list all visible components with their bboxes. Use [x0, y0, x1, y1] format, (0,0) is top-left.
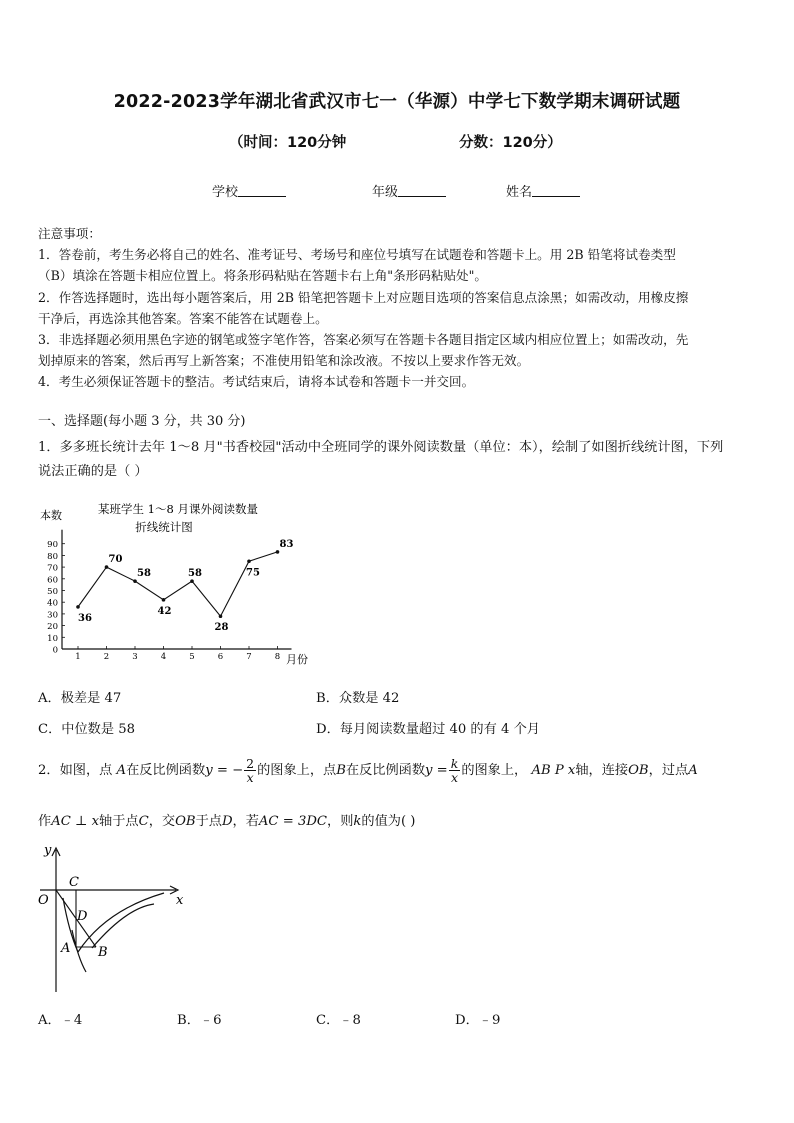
chart-ylabel: 本数 [40, 509, 62, 522]
q2-option-d[interactable]: D．﹣9 [455, 1013, 501, 1028]
q2-option-a[interactable]: A．﹣4 [38, 1013, 83, 1028]
q2-option-b[interactable]: B．﹣6 [177, 1013, 222, 1028]
notes-line: 4．考生必须保证答题卡的整洁。考试结束后，请将本试卷和答题卡一并交回。 [38, 374, 475, 390]
chart-data-label: 58 [188, 568, 202, 580]
q2-text: 在反比例函数 [126, 763, 206, 778]
grade-blank[interactable] [398, 185, 446, 197]
chart-x-tick-label: 5 [189, 652, 195, 662]
q2-math: B [336, 763, 346, 778]
notes-line: 干净后，再选涂其他答案。答案不能答在试题卷上。 [38, 310, 328, 326]
question-1-text [38, 436, 760, 484]
name-blank[interactable] [532, 185, 580, 197]
notes-line: （B）填涂在答题卡相应位置上。将条形码粘贴在答题卡右上角"条形码粘贴处"。 [38, 268, 488, 284]
chart-x-tick-label: 2 [103, 652, 110, 662]
q1-option-a[interactable]: A．极差是 47 [38, 691, 122, 706]
fraction-numerator: k [450, 756, 459, 771]
grade-field [372, 181, 446, 200]
chart-y-tick-label: 40 [47, 598, 58, 609]
q2-math: D [221, 814, 233, 829]
chart-point [219, 614, 223, 618]
q2-math: A [116, 763, 127, 778]
q2-math: AC = 3DC [258, 814, 328, 829]
q2-text: 作 [38, 814, 52, 829]
notes-line: 划掉原来的答案，然后再写上新答案；不准使用铅笔和涂改液。不按以上要求作答无效。 [38, 353, 530, 369]
label-c: C [69, 875, 79, 890]
chart-point [190, 579, 194, 583]
chart-point [133, 579, 137, 583]
school-blank[interactable] [238, 185, 286, 197]
question-2-line2 [38, 810, 768, 829]
chart-y-tick-label: 0 [52, 645, 58, 656]
q2-text: 2．如图，点 [38, 763, 117, 778]
label-o: O [38, 893, 49, 908]
q1-option-b[interactable]: B．众数是 42 [316, 691, 400, 706]
chart-x-tick-label: 1 [75, 652, 81, 662]
q2-math: y = − [205, 763, 244, 778]
q2-math: k [353, 814, 362, 829]
reading-line-chart [36, 500, 316, 672]
q2-text: 于点 [195, 814, 222, 829]
chart-title-line2: 折线统计图 [135, 520, 193, 534]
q2-text: 的值为( ) [361, 814, 416, 829]
chart-point [247, 559, 251, 563]
chart-y-tick-label: 10 [47, 633, 58, 644]
q2-text: 的图象上， [461, 763, 528, 778]
chart-xlabel: 月份 [286, 653, 308, 666]
chart-x-tick-label: 7 [246, 652, 252, 662]
chart-x-tick-label: 6 [217, 652, 224, 662]
q2-text: 在反比例函数 [345, 763, 426, 778]
fraction-numerator: 2 [246, 756, 255, 771]
question-2-line1 [38, 757, 768, 784]
q1-option-d[interactable]: D．每月阅读数量超过 40 的有 4 个月 [316, 722, 540, 737]
q2-math: OB [628, 763, 649, 778]
q2-text: 轴，连接 [575, 763, 629, 778]
chart-y-tick-label: 90 [47, 540, 58, 551]
chart-data-label: 75 [246, 567, 260, 579]
chart-x-tick-label: 3 [132, 652, 138, 662]
fraction-denominator: x [246, 770, 254, 785]
chart-point [162, 598, 166, 602]
q2-fraction-1 [244, 757, 256, 784]
q2-math: AB P x [531, 763, 576, 778]
q2-math: OB [175, 814, 196, 829]
chart-point [76, 605, 80, 609]
label-y: y [44, 843, 52, 858]
q2-math: y = [425, 763, 448, 778]
chart-data-label: 42 [157, 605, 172, 617]
notes-line: 1．答卷前，考生务必将自己的姓名、准考证号、考场号和座位号填写在试题卷和答题卡上。用 2B 铅笔将试卷类型 [38, 247, 676, 263]
school-label: 学校 [212, 185, 239, 200]
chart-y-tick-label: 20 [47, 622, 58, 633]
chart-point [276, 550, 280, 554]
q1-option-c[interactable]: C．中位数是 58 [38, 722, 135, 737]
chart-y-tick-label: 70 [47, 563, 58, 574]
exam-title: 2022-2023学年湖北省武汉市七一（华源）中学七下数学期末调研试题 [113, 92, 681, 112]
chart-title-line1: 某班学生 1～8 月课外阅读数量 [98, 502, 258, 516]
chart-y-tick-label: 30 [47, 610, 58, 621]
label-a: A [61, 941, 71, 956]
chart-data-label: 83 [279, 538, 294, 550]
q2-text: 的图象上，点 [257, 763, 337, 778]
exam-score: 分数：120分） [459, 135, 562, 151]
label-b: B [98, 945, 108, 960]
notes-block [38, 223, 758, 393]
q2-math: C [138, 814, 149, 829]
chart-data-label: 36 [78, 612, 92, 624]
q2-text: 轴于点 [99, 814, 139, 829]
q2-math: AC ⊥ x [51, 814, 100, 829]
notes-line: 2．作答选择题时，选出每小题答案后，用 2B 铅笔把答题卡上对应题目选项的答案信息点涂黑；如需改动，用橡皮擦 [38, 289, 689, 305]
school-field [212, 181, 286, 200]
q2-text: ，若 [232, 814, 259, 829]
label-x: x [176, 893, 184, 908]
chart-data-label: 70 [108, 554, 123, 566]
chart-y-tick-label: 80 [47, 551, 58, 562]
fraction-denominator: x [450, 770, 459, 785]
question-1-line1: 1．多多班长统计去年 1～8 月"书香校园"活动中全班同学的课外阅读数量（单位：本），绘制了如图折线统计图，下列 [38, 440, 724, 455]
label-d: D [77, 909, 88, 924]
chart-point [105, 565, 109, 569]
q2-text: ，交 [148, 814, 176, 829]
grade-label: 年级 [372, 185, 399, 200]
q2-text: ，过点 [648, 763, 689, 778]
notes-heading: 注意事项： [38, 226, 101, 241]
q2-math: A [688, 763, 698, 778]
q2-fraction-2 [449, 757, 461, 784]
q2-option-c[interactable]: C．﹣8 [316, 1013, 361, 1028]
notes-line: 3．非选择题必须用黑色字迹的钢笔或签字笔作答，答案必须写在答题卡各题目指定区域内相应位置上；如需改动，先 [38, 332, 689, 348]
name-label: 姓名 [506, 185, 533, 200]
exam-time: （时间：120分钟 [229, 135, 347, 151]
section-heading: 一、选择题(每小题 3 分，共 30 分) [38, 414, 246, 429]
chart-y-tick-label: 60 [47, 575, 58, 586]
chart-y-tick-label: 50 [47, 587, 58, 597]
name-field [506, 181, 580, 200]
question-1-line2: 说法正确的是（ ） [38, 464, 148, 479]
chart-x-tick-label: 8 [274, 652, 281, 662]
q2-geometry-figure [36, 840, 196, 1000]
q2-text: ，则 [327, 814, 354, 829]
chart-x-tick-label: 4 [160, 652, 167, 662]
chart-data-label: 58 [137, 568, 151, 580]
chart-data-label: 28 [214, 622, 229, 634]
